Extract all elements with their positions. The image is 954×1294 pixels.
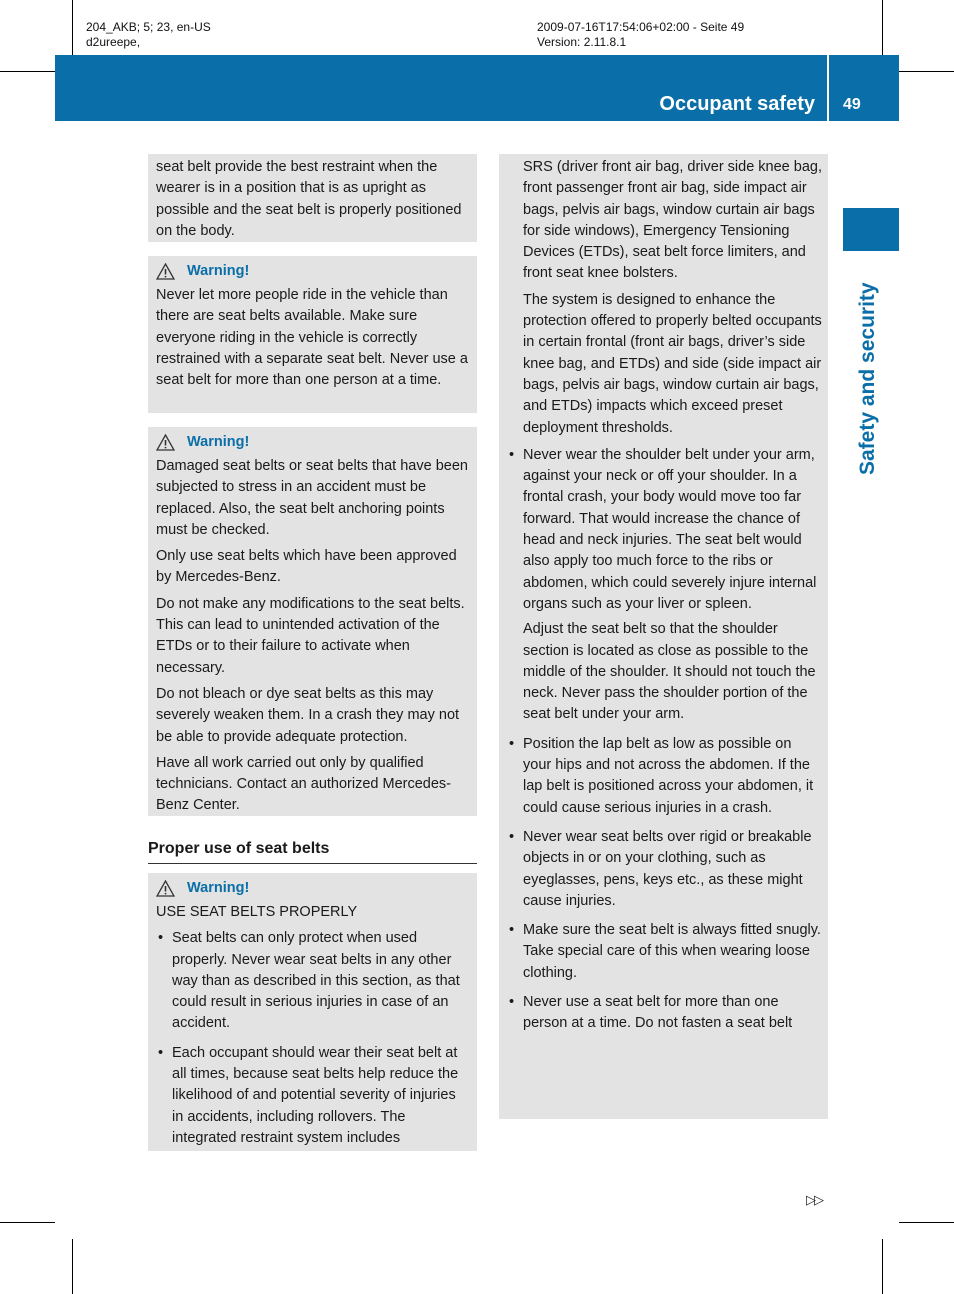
header-divider (827, 55, 829, 121)
warning-paragraph: Do not bleach or dye seat belts as this may severely weaken them. In a crash they may not be able to provide adequate protection. (156, 685, 460, 745)
crop-mark (899, 71, 954, 72)
warning-paragraph: Damaged seat belts or seat belts that have been subjected to stress in an accident must be replaced. Also, the seat belt anchoring points must be checked. (156, 458, 468, 538)
list-item-text: • Never wear seat belts over rigid or breakable objects in or on your clothing, such as eyeglasses, pens, keys etc., as these might cause injuries. (523, 828, 812, 909)
warning-title: Warning! (187, 263, 250, 279)
chapter-tab (843, 208, 899, 251)
warning-paragraph: Have all work carried out only by qualified technicians. Contact an authorized Mercedes-Benz Center. (156, 754, 451, 814)
warning-box (148, 873, 477, 1151)
warning-intro: USE SEAT BELTS PROPERLY (156, 904, 358, 920)
warning-triangle-icon (156, 880, 175, 897)
list-item (507, 827, 822, 912)
warning-header (156, 432, 469, 452)
paragraph: The system is designed to enhance the protection offered to properly belted occupants in certain frontal (front air bags, driver’s side knee bag, and ETDs) and side (side impact air bags, pelvis air bags, window curtain air bags, and ETDs) impacts which exceed preset deployment thresholds. (523, 291, 822, 436)
doc-id: 204_AKB; 5; 23, en-US (86, 20, 211, 34)
warning-title: Warning! (187, 434, 250, 450)
list-item-text: Each occupant should wear their seat belt at all times, because seat belts help reduce the likelihood of and potential severity of injuries in accidents, including rollovers. The integrated restraint system includes (172, 1044, 459, 1146)
crop-mark (72, 0, 73, 55)
doc-code: d2ureepe, (86, 35, 141, 49)
list-item (156, 1043, 469, 1149)
crop-mark (899, 1222, 954, 1223)
left-column (148, 154, 477, 1151)
warning-text: Never let more people ride in the vehicle than there are seat belts available. Make sure everyone riding in the vehicle is correctly restrained with a separate seat belt. Never use a seat belt for more than one person at a time. (156, 287, 468, 389)
list-item-extra: Adjust the seat belt so that the shoulder section is located as close as possible to the middle of the shoulder. It should not touch the neck. Never pass the shoulder portion of the seat belt under your arm. (523, 621, 816, 723)
warning-header (156, 878, 469, 898)
warning-title: Warning! (187, 880, 250, 896)
warning-box (148, 427, 477, 816)
continued-text (507, 157, 822, 439)
crop-mark (72, 1239, 73, 1294)
page-title: Occupant safety (659, 93, 815, 115)
warning-triangle-icon (156, 263, 175, 280)
warning-box (148, 256, 477, 413)
list-item-text: Seat belts can only protect when used properly. Never wear seat belts in any other way than as described in this section, as that could result in serious injuries in case of an accident. (172, 930, 460, 1032)
list-item-text: • Never wear the shoulder belt under your arm, against your neck or off your shoulder. In a frontal crash, your body would move too far forward. That would increase the chance of head and neck injuries. The seat belt would also apply too much force to the ribs or abdomen, which could severely injure internal organs such as your liver or spleen. (523, 446, 817, 612)
crop-mark (882, 1239, 883, 1294)
doc-meta-right (537, 20, 744, 50)
list-item (156, 928, 469, 1034)
double-arrow-right-icon: ▷▷ (806, 1192, 822, 1207)
list-item (507, 734, 822, 819)
page-number: 49 (843, 96, 861, 113)
info-text: seat belt provide the best restraint when the wearer is in a position that is as upright as possible and the seat belt is properly positioned on the body. (156, 159, 462, 239)
info-box (148, 154, 477, 242)
doc-version: Version: 2.11.8.1 (537, 35, 627, 49)
list-item-text: • Make sure the seat belt is always fitted snugly. Take special care of this when wearing loose clothing. (523, 922, 821, 981)
list-item-text: • Never use a seat belt for more than one person at a time. Do not fasten a seat belt (523, 993, 793, 1032)
warning-paragraph: Only use seat belts which have been approved by Mercedes-Benz. (156, 548, 457, 586)
warning-triangle-icon (156, 434, 175, 451)
paragraph: SRS (driver front air bag, driver side knee bag, front passenger front air bag, side impact air bags, pelvis air bags, window curtain air bags for side windows), Emergency Tensioning Devices (ETDs), seat belt force limiters, and front seat knee bolsters. (523, 159, 822, 282)
page-header (55, 55, 899, 121)
section-header (148, 839, 477, 864)
crop-mark (0, 1222, 55, 1223)
bullet-list (507, 445, 822, 1035)
warning-header (156, 261, 469, 281)
section-heading: Proper use of seat belts (148, 839, 477, 864)
warning-bullet-list (156, 928, 469, 1149)
chapter-label: Safety and security (856, 282, 879, 475)
warning-paragraph: Do not make any modifications to the seat belts. This can lead to unintended activation of the ETDs or to their failure to activate when necessary. (156, 595, 465, 676)
list-item (507, 445, 822, 726)
list-item-text: • Position the lap belt as low as possible on your hips and not across the abdomen. If the lap belt is positioned across your abdomen, it could cause serious injuries in a crash. (523, 735, 814, 816)
list-item (507, 920, 822, 984)
crop-mark (882, 0, 883, 55)
crop-mark (0, 71, 55, 72)
right-column (499, 154, 828, 1119)
list-item (507, 992, 822, 1035)
doc-meta-left (86, 20, 211, 50)
doc-timestamp: 2009-07-16T17:54:06+02:00 - Seite 49 (537, 20, 745, 34)
